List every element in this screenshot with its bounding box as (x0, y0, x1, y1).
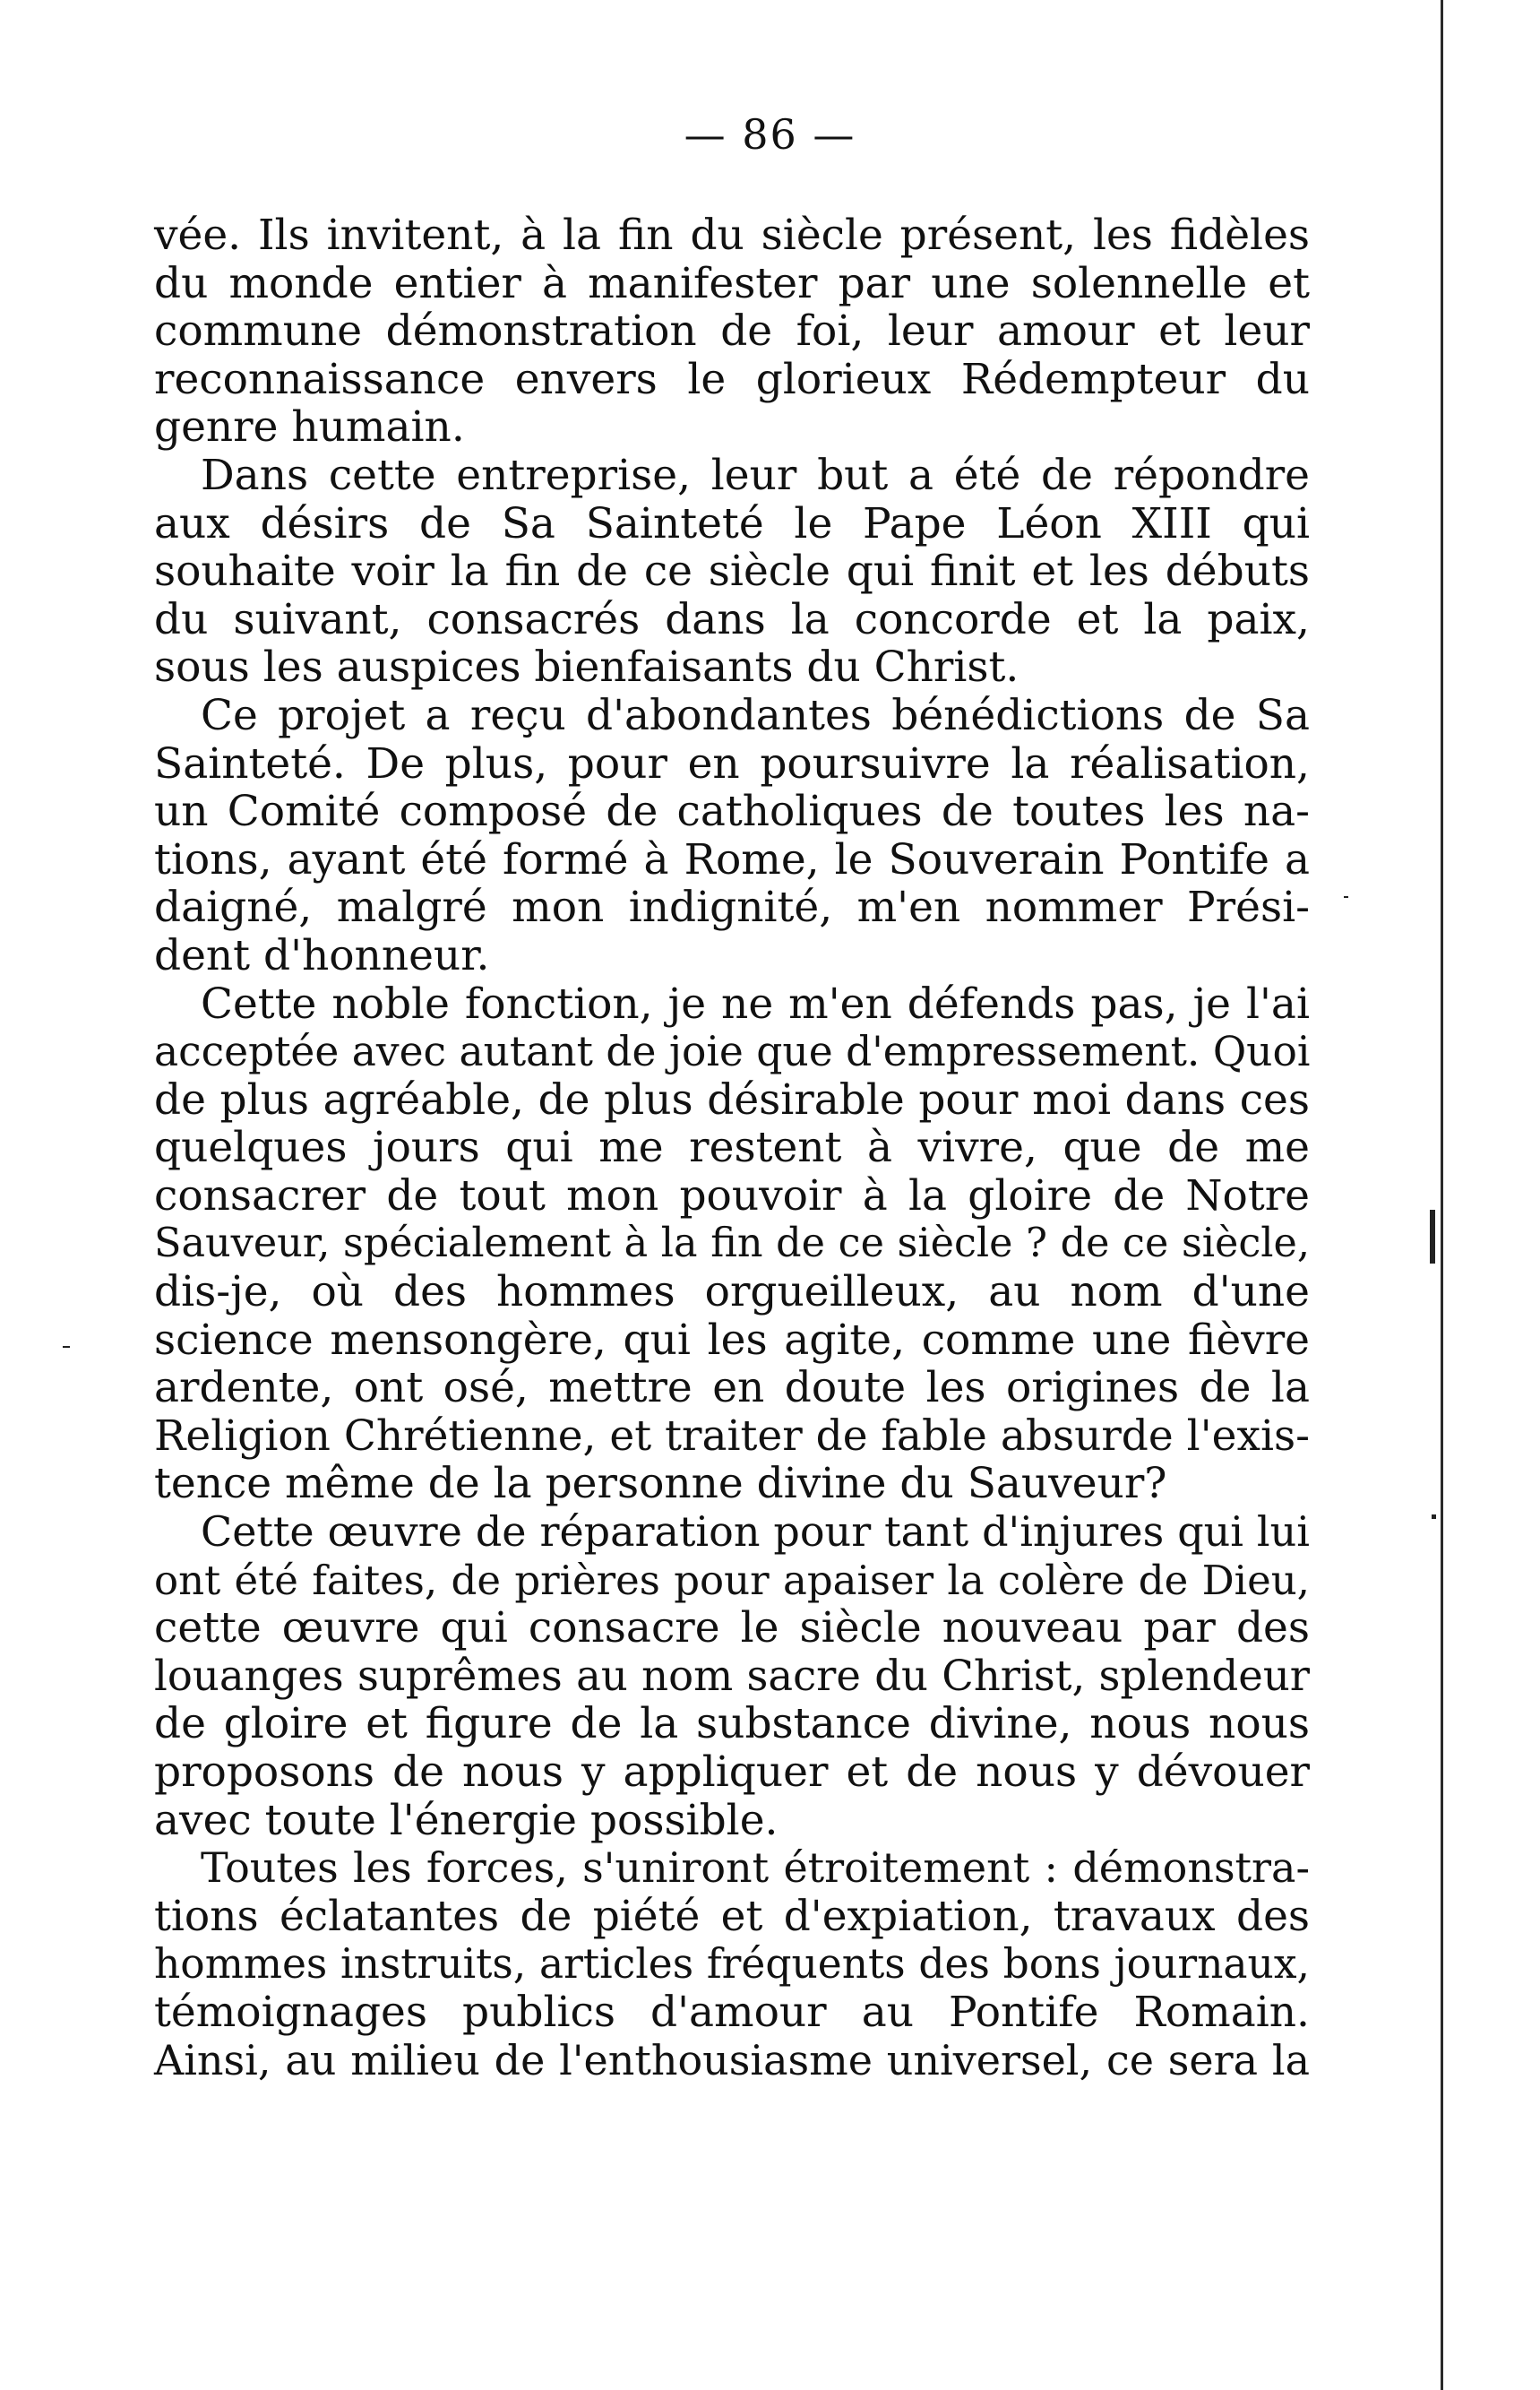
text-line: du monde entier à manifester par une solennelle et (154, 258, 1310, 308)
text-line: Sainteté. De plus, pour en poursuivre la réalisation, (154, 738, 1310, 789)
body-text (154, 211, 1310, 2084)
text-line: reconnaissance envers le glorieux Rédempteur du (154, 354, 1310, 404)
text-line: dent d'honneur. (154, 930, 490, 980)
text-line: proposons de nous y appliquer et de nous y dévouer (154, 1747, 1310, 1797)
text-line: ardente, ont osé, mettre en doute les origines de la (154, 1363, 1310, 1413)
text-line: souhaite voir la fin de ce siècle qui finit et les débuts (154, 547, 1310, 597)
edge-mark (1430, 1210, 1435, 1264)
edge-mark (1432, 1514, 1436, 1519)
text-line: consacrer de tout mon pouvoir à la gloire de Notre (154, 1170, 1310, 1221)
text-line: vée. Ils invitent, à la fin du siècle présent, les fidèles (154, 211, 1310, 260)
text-line: témoignages publics d'amour au Pontife Romain. (154, 1987, 1310, 2037)
text-line: commune démonstration de foi, leur amour et leur (154, 306, 1310, 357)
page-number: — 86 — (684, 110, 856, 159)
text-line: acceptée avec autant de joie que d'empressement. Quoi (154, 1028, 1311, 1076)
page-edge-line (1441, 0, 1443, 2390)
text-line: tence même de la personne divine du Sauveur? (154, 1459, 1167, 1509)
text-line: sous les auspices bienfaisants du Christ. (154, 643, 1019, 693)
text-line: de plus agréable, de plus désirable pour moi dans ces (154, 1074, 1310, 1125)
edge-mark (1344, 896, 1348, 898)
text-line: aux désirs de Sa Sainteté le Pape Léon XIII qui (154, 498, 1310, 548)
text-line: avec toute l'énergie possible. (154, 1795, 779, 1845)
text-line: hommes instruits, articles fréquents des bons journaux, (154, 1940, 1310, 1989)
text-line: Sauveur, spécialement à la fin de ce siècle ? de ce siècle, (154, 1221, 1310, 1267)
text-line: tions éclatantes de piété et d'expiation, travaux des (154, 1891, 1310, 1941)
text-line: ont été faites, de prières pour apaiser la colère de Dieu, (154, 1556, 1310, 1604)
text-line: un Comité composé de catholiques de toutes les na- (154, 787, 1310, 837)
text-line: Religion Chrétienne, et traiter de fable absurde l'exis- (154, 1411, 1310, 1461)
text-line: du suivant, consacrés dans la concorde et la paix, (154, 594, 1310, 644)
text-line: Dans cette entreprise, leur but a été de répondre (201, 450, 1310, 500)
text-line: Ce projet a reçu d'abondantes bénédictions de Sa (201, 690, 1310, 740)
text-line: cette œuvre qui consacre le siècle nouveau par des (154, 1603, 1310, 1653)
text-line: louanges suprêmes au nom sacre du Christ, splendeur (154, 1651, 1310, 1700)
text-line: dis-je, où des hommes orgueilleux, au nom d'une (154, 1267, 1310, 1317)
text-line: Cette noble fonction, je ne m'en défends pas, je l'ai (201, 979, 1310, 1029)
text-line: quelques jours qui me restent à vivre, que de me (154, 1123, 1310, 1173)
text-line: de gloire et figure de la substance divine, nous nous (154, 1699, 1310, 1749)
text-line: science mensongère, qui les agite, comme une fièvre (154, 1315, 1310, 1365)
text-line: daigné, malgré mon indignité, m'en nommer Prési- (154, 883, 1310, 933)
edge-mark (63, 1346, 70, 1348)
text-line: Cette œuvre de réparation pour tant d'injures qui lui (201, 1507, 1310, 1557)
text-line: genre humain. (154, 402, 465, 453)
text-line: Ainsi, au milieu de l'enthousiasme universel, ce sera la (154, 2035, 1310, 2084)
text-line: Toutes les forces, s'uniront étroitement : démonstra- (201, 1843, 1310, 1893)
text-line: tions, ayant été formé à Rome, le Souverain Pontife a (154, 834, 1310, 884)
